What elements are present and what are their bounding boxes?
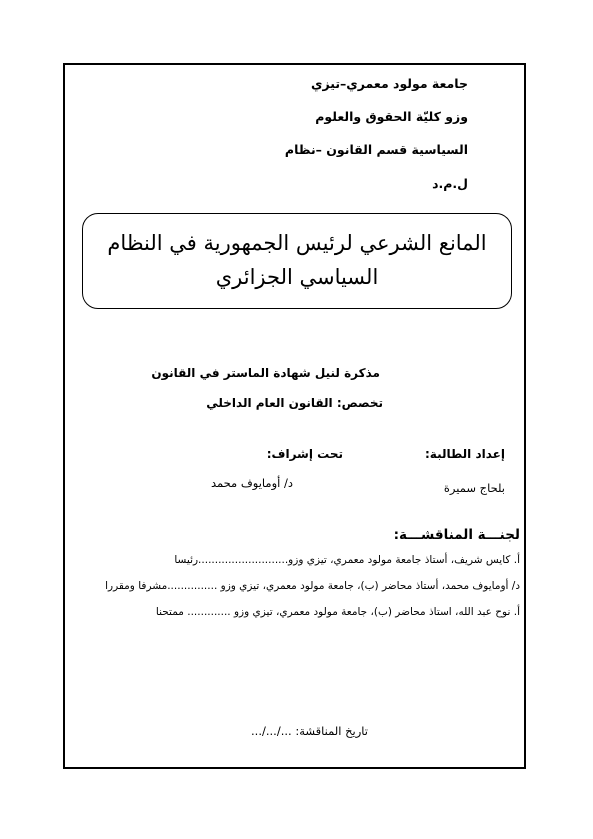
faculty-name: وزو كليّة الحقوق والعلوم — [315, 109, 468, 124]
jury-title: لجنـــة المناقشـــة: — [393, 527, 520, 543]
page-border — [63, 63, 526, 769]
supervisor-label: تحت إشراف: — [266, 447, 343, 461]
thesis-purpose: مذكرة لنيل شهادة الماستر في القانون — [151, 366, 380, 380]
jury-member-2: د/ أومايوف محمد، أستاذ محاضر (ب)، جامعة مولود معمري، تيزي وزو ...............مشرفا ومقررا — [105, 580, 520, 592]
student-label: إعداد الطالبة: — [425, 447, 505, 461]
department-name: السياسية قسم القانون –نظام — [284, 142, 468, 157]
defense-date: تاريخ المناقشة: .../.../... — [251, 724, 368, 738]
thesis-title-box — [82, 213, 512, 309]
jury-member-3: أ. نوح عبد الله، استاذ محاضر (ب)، جامعة مولود معمري، تيزي وزو ............. ممتحنا — [155, 606, 520, 618]
supervisor-name: د/ أومايوف محمد — [210, 476, 293, 490]
thesis-title-line-2: السياسي الجزائري — [215, 265, 379, 289]
degree-system: ل.م.د — [432, 176, 468, 191]
thesis-title-line-1: المانع الشرعي لرئيس الجمهورية في النظام — [107, 231, 487, 255]
university-name: جامعة مولود معمري–تيزي — [311, 76, 468, 91]
student-name: بلحاج سميرة — [443, 481, 505, 495]
thesis-specialty: تخصص: القانون العام الداخلي — [206, 396, 383, 410]
jury-member-1: أ. كايس شريف، أستاذ جامعة مولود معمري، تيزي وزو...........................رئيسا — [174, 554, 520, 566]
